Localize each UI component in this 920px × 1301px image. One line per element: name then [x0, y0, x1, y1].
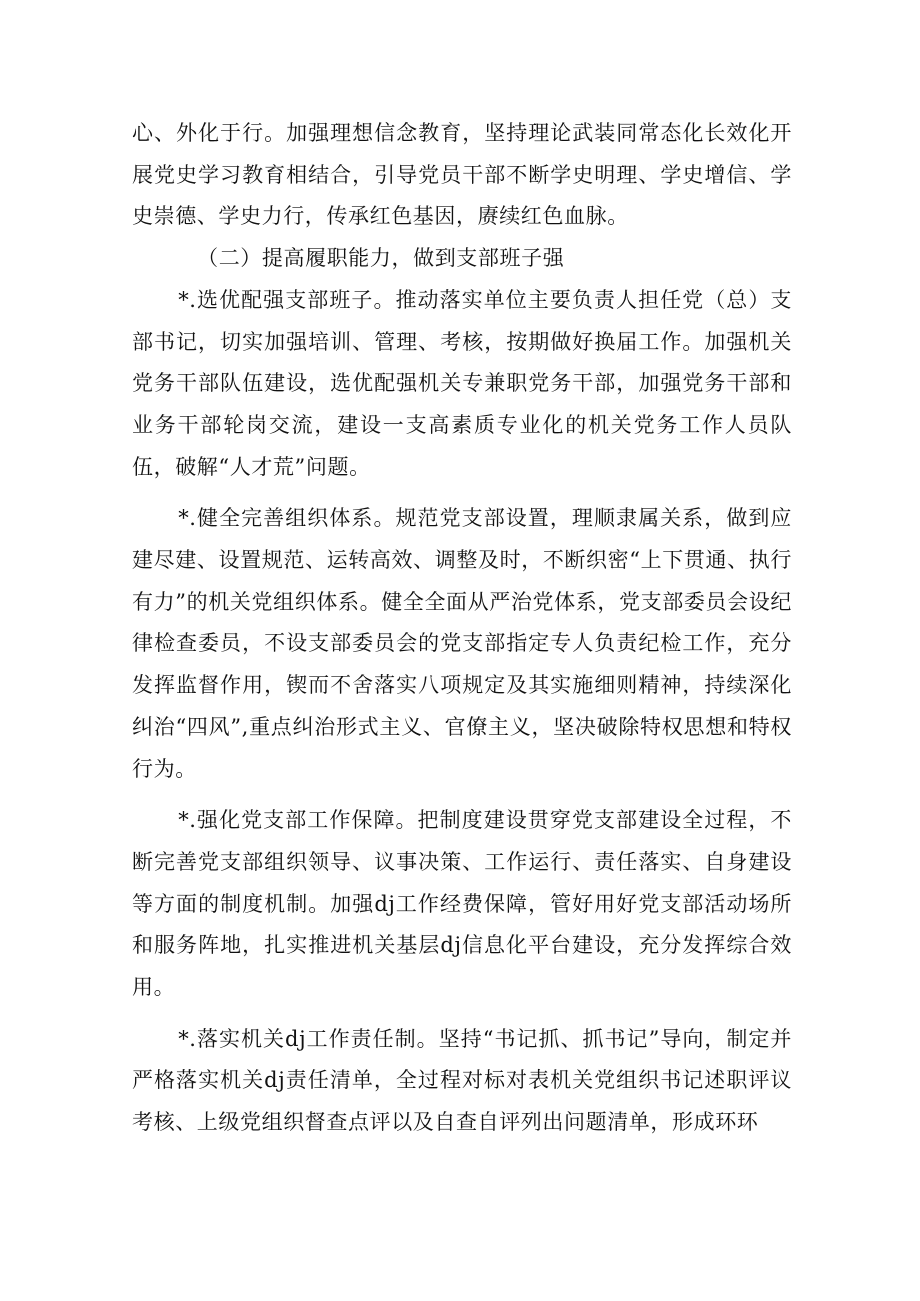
paragraph-organization-system: *.健全完善组织体系。规范党支部设置，理顺隶属关系，做到应建尽建、设置规范、运转高效、调整及时，不断织密“上下贯通、执行有力”的机关党组织体系。健全全面从严治党体系，党支部委员会设纪律检查委员，不设支部委员会的党支部指定专人负责纪检工作，充分发挥监督作用，锲而不舍落实八项规定及其实施细则精神，持续深化纠治“四风”,重点纠治形式主义、官僚主义，坚决破除特权思想和特权行为。: [132, 506, 792, 781]
section-heading: （二）提高履职能力，做到支部班子强: [197, 246, 565, 271]
paragraph-responsibility-system: *.落实机关dj工作责任制。坚持“书记抓、抓书记”导向，制定并严格落实机关dj责任清单，全过程对标对表机关党组织书记述职评议考核、上级党组织督查点评以及自查自评列出问题清单，形成环环: [132, 1026, 792, 1135]
paragraph-continuation: 心、外化于行。加强理想信念教育，坚持理论武装同常态化长效化开展党史学习教育相结合，引导党员干部不断学史明理、学史增信、学史崇德、学史力行，传承红色基因，赓续红色血脉。: [132, 121, 792, 229]
paragraph-work-guarantee: *.强化党支部工作保障。把制度建设贯穿党支部建设全过程，不断完善党支部组织领导、议事决策、工作运行、责任落实、自身建设等方面的制度机制。加强dj工作经费保障，管好用好党支部活动场所和服务阵地，扎实推进机关基层dj信息化平台建设，充分发挥综合效用。: [132, 808, 792, 1000]
document-body: [132, 113, 792, 1144]
paragraph-branch-team: *.选优配强支部班子。推动落实单位主要负责人担任党（总）支部书记，切实加强培训、管理、考核，按期做好换届工作。加强机关党务干部队伍建设，选优配强机关专兼职党务干部，加强党务干部和业务干部轮岗交流，建设一支高素质专业化的机关党务工作人员队伍，破解“人才荒”问题。: [132, 287, 792, 479]
